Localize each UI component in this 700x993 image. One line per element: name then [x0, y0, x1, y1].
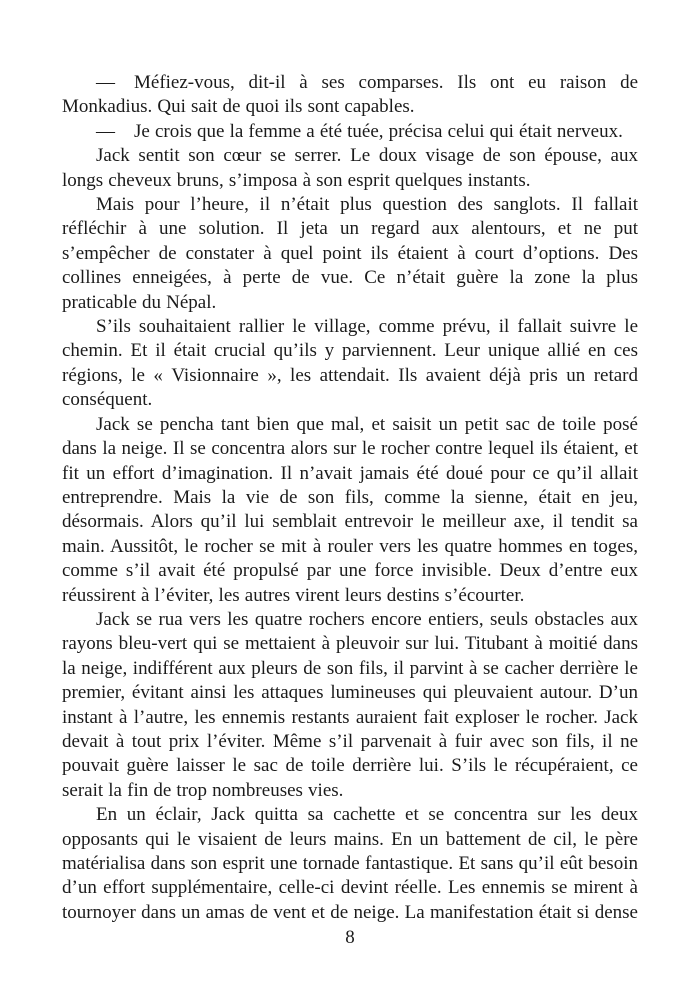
narration-paragraph-5: Jack se rua vers les quatre rochers encore entiers, seuls obstacles aux rayons bleu-vert qui se mettaient à pleuvoir sur lui. Titubant à moitié dans la neige, indifférent aux pleurs de son fils, il parvint à se cacher derrière le premier, évitant ainsi les attaques lumineuses qui pleuvaient autour. D’un instant à l’autre, les ennemis restants auraient fait exploser le rocher. Jack devait à tout prix l’éviter. Même s’il parvenait à fuir avec son fils, il ne pouvait guère laisser le sac de toile derrière lui. S’ils le récupéraient, ce serait la fin de trop nombreuses vies. — [62, 608, 638, 801]
narration-paragraph-2: Mais pour l’heure, il n’était plus question des sanglots. Il fallait réfléchir à une solution. Il jeta un regard aux alentours, et ne put s’empêcher de constater à quel point ils étaient à court d’options. Des collines enneigées, à perte de vue. Ce n’était guère la zone la plus praticable du Népal. — [62, 194, 638, 313]
page-text — [62, 71, 638, 925]
page-footer — [0, 926, 700, 950]
narration-paragraph-1: Jack sentit son cœur se serrer. Le doux visage de son épouse, aux longs cheveux bruns, s’imposa à son esprit quelques instants. — [62, 145, 638, 191]
narration-paragraph-6: En un éclair, Jack quitta sa cachette et se concentra sur les deux opposants qui le visaient de leurs mains. En un battement de cil, le père matérialisa dans son esprit une tornade fantastique. Et sans qu’il eût besoin d’un effort supplémentaire, celle-ci devint réelle. Les ennemis se mirent à tournoyer dans un amas de vent et de neige. La manifestation était si dense — [62, 804, 638, 923]
dialogue-paragraph-2: — Je crois que la femme a été tuée, précisa celui qui était nerveux. — [96, 120, 623, 142]
narration-paragraph-3: S’ils souhaitaient rallier le village, comme prévu, il fallait suivre le chemin. Et il était crucial qu’ils y parviennent. Leur unique allié en ces régions, le « Visionnaire », les attendait. Ils avaient déjà pris un retard conséquent. — [62, 316, 638, 411]
dialogue-paragraph-1: — Méfiez-vous, dit-il à ses comparses. Ils ont eu raison de Monkadius. Qui sait de quoi ils sont capables. — [62, 72, 638, 118]
page-number: 8 — [345, 927, 355, 948]
narration-paragraph-4: Jack se pencha tant bien que mal, et saisit un petit sac de toile posé dans la neige. Il se concentra alors sur le rocher contre lequel ils étaient, et fit un effort d’imagination. Il n’avait jamais été doué pour ce qu’il allait entreprendre. Mais la vie de son fils, comme la sienne, était en jeu, désormais. Alors qu’il lui semblait entrevoir le meilleur axe, il tendit sa main. Aussitôt, le rocher se mit à rouler vers les quatre hommes en toges, comme s’il avait été propulsé par une force invisible. Deux d’entre eux réussirent à l’éviter, les autres virent leurs destins s’écourter. — [62, 413, 638, 606]
